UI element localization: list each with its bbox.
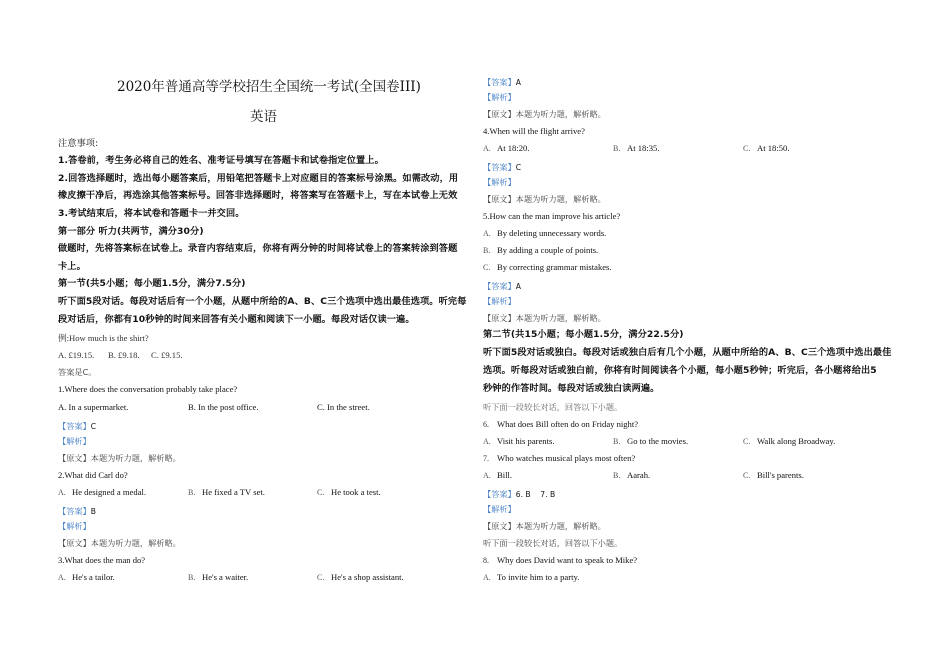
question-1: [58, 382, 237, 396]
q3-option-c: [317, 570, 404, 585]
option-text: He fixed a TV set.: [202, 487, 265, 497]
section1-instructions-line1: 听下面5段对话。每段对话后有一个小题，从题中所给的A、B、C三个选项中选出最佳选项。听完每: [58, 296, 467, 307]
option-text: Visit his parents.: [497, 436, 555, 446]
q1-answer: [58, 417, 96, 434]
option-letter: A.: [483, 573, 491, 582]
section2-instructions-line3: 秒钟的作答时间。每段对话或独白读两遍。: [483, 383, 660, 394]
q4-option-b: [613, 141, 659, 156]
question-7: [483, 451, 635, 466]
option-letter: C.: [317, 402, 325, 412]
notice-item-1: 1.答卷前，考生务必将自己的姓名、准考证号填写在答题卡和试卷指定位置上。: [58, 155, 384, 166]
q7-option-a: [483, 468, 512, 483]
answer-label: 【答案】: [483, 489, 516, 499]
option-letter: B.: [613, 471, 621, 480]
question-text: Why does David want to speak to Mike?: [497, 555, 638, 565]
question-text: Where does the conversation probably take place?: [64, 384, 238, 394]
q2-option-a: [58, 485, 146, 500]
question-text: When will the flight arrive?: [489, 126, 585, 136]
option-text: Aarah.: [627, 470, 651, 480]
example-answer: 答案是C。: [58, 367, 97, 377]
question-5: [483, 209, 620, 223]
question-4: [483, 124, 585, 138]
option-letter: B.: [613, 437, 621, 446]
option-text: To invite him to a party.: [497, 572, 580, 582]
question-3: [58, 553, 145, 567]
section1-instructions-line2: 段对话后，你都有10秒钟的时间来回答有关小题和阅读下一小题。每段对话仅读一遍。: [58, 314, 415, 325]
notice-heading: 注意事项:: [58, 138, 99, 149]
option-text: He's a waiter.: [202, 572, 249, 582]
example-option-c: C. £9.15.: [151, 350, 183, 360]
q6-7-answer: [483, 485, 555, 502]
subject-title: 英语: [250, 109, 277, 125]
option-letter: B.: [483, 246, 491, 255]
option-letter: A.: [483, 437, 491, 446]
option-letter: B.: [613, 144, 621, 153]
option-text: By correcting grammar mistakes.: [497, 262, 612, 272]
section2-heading: 第二节(共15小题；每小题1.5分，满分22.5分): [483, 329, 684, 340]
q5-option-a: [483, 226, 606, 241]
option-letter: B.: [188, 402, 196, 412]
question-number: 6.: [483, 420, 489, 429]
option-text: By adding a couple of points.: [497, 245, 599, 255]
option-letter: C.: [317, 573, 325, 582]
q2-option-b: [188, 485, 265, 500]
option-letter: C.: [743, 437, 751, 446]
option-text: Bill.: [497, 470, 513, 480]
answer-value: C: [90, 422, 97, 431]
q2-original-text: 【原文】本题为听力题，解析略。: [58, 538, 181, 548]
long-dialogue-intro-2: 听下面一段较长对话，回答以下小题。: [483, 538, 623, 548]
notice-item-3: 3.考试结束后，将本试卷和答题卡一并交回。: [58, 208, 245, 219]
question-number: 3.: [58, 555, 65, 565]
q4-original-text: 【原文】本题为听力题，解析略。: [483, 194, 606, 204]
notice-item-2-cont: 橡皮擦干净后，再选涂其他答案标号。回答非选择题时，将答案写在答题卡上，写在本试卷上无效: [58, 190, 458, 201]
q3-answer: [483, 73, 521, 90]
q5-option-b: [483, 243, 598, 258]
q5-analysis-label: 【解析】: [483, 296, 516, 306]
section2-instructions-line1: 听下面5段对话或独白。每段对话或独白后有几个小题，从题中所给的A、B、C三个选项中选出最佳: [483, 347, 892, 358]
option-text: By deleting unnecessary words.: [497, 228, 607, 238]
option-text: In the street.: [327, 402, 370, 412]
q1-option-c: [317, 400, 370, 414]
option-text: Walk along Broadway.: [757, 436, 836, 446]
question-number: 2.: [58, 470, 65, 480]
option-letter: C.: [743, 471, 751, 480]
long-dialogue-intro-1: 听下面一段较长对话，回答以下小题。: [483, 402, 623, 412]
q3-option-b: [188, 570, 248, 585]
q7-option-b: [613, 468, 650, 483]
q6-7-original-text: 【原文】本题为听力题，解析略。: [483, 521, 606, 531]
question-text: What did Carl do?: [64, 470, 128, 480]
q1-analysis-label: 【解析】: [58, 436, 91, 446]
option-letter: A.: [58, 402, 67, 412]
question-number: 7.: [483, 454, 489, 463]
question-number: 5.: [483, 211, 490, 221]
answer-value: A: [515, 78, 521, 87]
option-text: In a supermarket.: [68, 402, 129, 412]
answer-label: 【答案】: [483, 162, 516, 172]
question-2: [58, 468, 128, 482]
q5-original-text: 【原文】本题为听力题，解析略。: [483, 313, 606, 323]
option-text: He's a tailor.: [72, 572, 115, 582]
question-6: [483, 417, 638, 432]
question-text: Who watches musical plays most often?: [497, 453, 636, 463]
q1-option-a: [58, 400, 128, 414]
example-question: 例:How much is the shirt?: [58, 333, 149, 343]
q2-option-c: [317, 485, 381, 500]
option-letter: B.: [188, 488, 196, 497]
answer-label: 【答案】: [58, 506, 91, 516]
option-letter: C.: [483, 263, 491, 272]
answer-label: 【答案】: [58, 421, 91, 431]
section2-instructions-line2: 选项。听每段对话或独白前，你将有时间阅读各个小题，每小题5秒钟；听完后，各小题将给出5: [483, 365, 877, 376]
option-letter: C.: [317, 488, 325, 497]
section1-heading: 第一节(共5小题；每小题1.5分，满分7.5分): [58, 278, 246, 289]
option-letter: A.: [58, 573, 66, 582]
answer-value: C: [515, 163, 522, 172]
q4-option-c: [743, 141, 789, 156]
option-letter: C.: [743, 144, 751, 153]
part1-heading: 第一部分 听力(共两节，满分30分): [58, 226, 204, 237]
q4-analysis-label: 【解析】: [483, 177, 516, 187]
part1-instructions-line1: 做题时，先将答案标在试卷上。录音内容结束后，你将有两分钟的时间将试卷上的答案转涂到答题: [58, 243, 458, 254]
q6-option-c: [743, 434, 835, 449]
q6-option-b: [613, 434, 688, 449]
q3-analysis-label: 【解析】: [483, 92, 516, 102]
option-letter: A.: [483, 471, 491, 480]
question-number: 1.: [58, 384, 65, 394]
q8-option-a: [483, 570, 579, 585]
q2-answer: [58, 502, 96, 519]
option-letter: A.: [483, 229, 491, 238]
option-letter: B.: [188, 573, 196, 582]
notice-item-2: 2.回答选择题时，选出每小题答案后，用铅笔把答题卡上对应题目的答案标号涂黑。如需改动，用: [58, 173, 459, 184]
option-text: At 18:20.: [497, 143, 530, 153]
q6-7-analysis-label: 【解析】: [483, 504, 516, 514]
option-text: Go to the movies.: [627, 436, 689, 446]
q7-option-c: [743, 468, 804, 483]
q6-option-a: [483, 434, 555, 449]
answer-label: 【答案】: [483, 77, 516, 87]
question-number: 4.: [483, 126, 490, 136]
example-option-b: B. £9.18.: [108, 350, 140, 360]
question-8: [483, 553, 637, 568]
q3-option-a: [58, 570, 115, 585]
question-text: How can the man improve his article?: [489, 211, 621, 221]
option-letter: A.: [483, 144, 491, 153]
q4-answer: [483, 158, 521, 175]
option-text: He took a test.: [331, 487, 381, 497]
option-text: In the post office.: [198, 402, 259, 412]
answer-label: 【答案】: [483, 281, 516, 291]
q1-original-text: 【原文】本题为听力题，解析略。: [58, 453, 181, 463]
question-text: What does Bill often do on Friday night?: [497, 419, 639, 429]
part1-instructions-line2: 卡上。: [58, 261, 86, 272]
question-text: What does the man do?: [64, 555, 146, 565]
option-text: Bill's parents.: [757, 470, 804, 480]
q4-option-a: [483, 141, 529, 156]
option-text: He designed a medal.: [72, 487, 146, 497]
option-text: At 18:50.: [757, 143, 790, 153]
option-letter: A.: [58, 488, 66, 497]
answer-value: A: [515, 282, 521, 291]
q3-original-text: 【原文】本题为听力题，解析略。: [483, 109, 606, 119]
example-option-a: A. £19.15.: [58, 350, 95, 360]
q5-answer: [483, 277, 521, 294]
option-text: At 18:35.: [627, 143, 660, 153]
answer-value: 6. B 7. B: [515, 490, 556, 499]
q1-option-b: [188, 400, 259, 414]
q2-analysis-label: 【解析】: [58, 521, 91, 531]
question-number: 8.: [483, 556, 489, 565]
document-title: 2020年普通高等学校招生全国统一考试(全国卷III): [117, 79, 421, 95]
answer-value: B: [90, 507, 96, 516]
q5-option-c: [483, 260, 612, 275]
option-text: He's a shop assistant.: [331, 572, 404, 582]
